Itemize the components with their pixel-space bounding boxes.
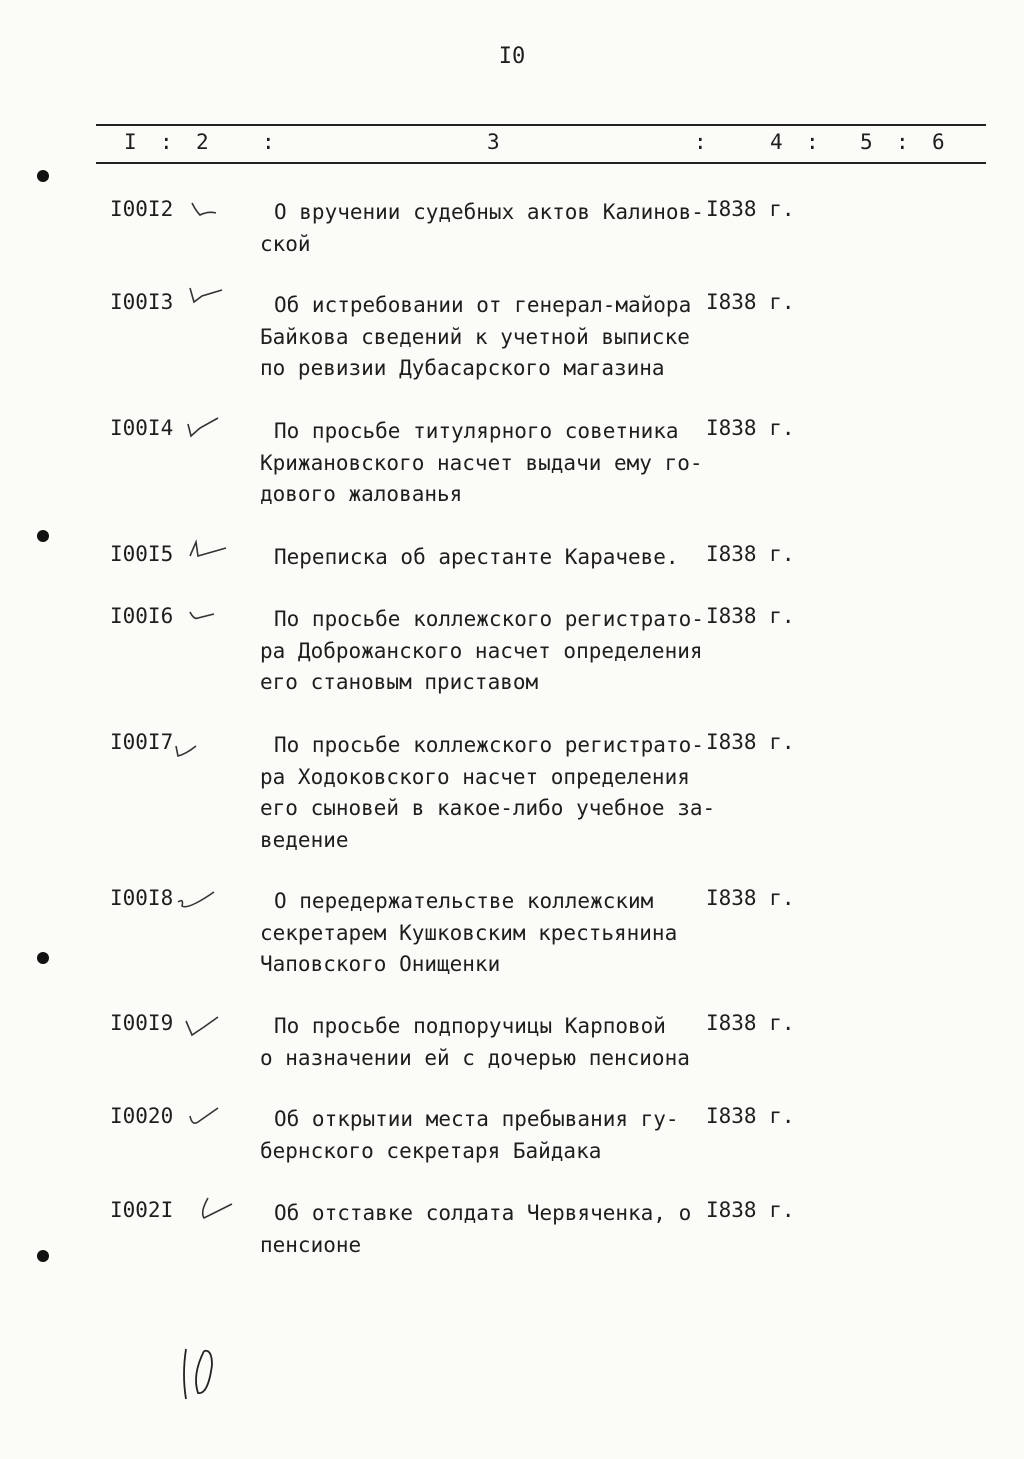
- record-title-line: по ревизии Дубасарского магазина: [260, 356, 665, 380]
- column-separator: :: [262, 130, 275, 154]
- record-year: I838 г.: [706, 542, 795, 566]
- record-year: I838 г.: [706, 1011, 795, 1035]
- record-title-line: ской: [260, 231, 311, 256]
- record-number: I00I3: [110, 290, 174, 314]
- column-separator: :: [160, 130, 173, 154]
- checkmark-icon: [174, 880, 218, 916]
- column-header-2: 2: [196, 130, 209, 154]
- column-separator: :: [806, 130, 819, 154]
- record-title-line: Чаповского Онищенки: [260, 952, 501, 976]
- record-year: I838 г.: [706, 730, 795, 754]
- record-number: I00I9: [110, 1011, 174, 1035]
- record-title-line: Байкова сведений к учетной выписке: [260, 324, 690, 349]
- checkmark-icon: [196, 1192, 236, 1226]
- record-title-line: секретарем Кушковским крестьянина: [260, 920, 678, 945]
- punch-hole: [37, 952, 49, 964]
- record-title-line: Об открытии места пребывания гу-: [274, 1107, 679, 1131]
- record-title-line: ведение: [260, 827, 349, 852]
- record-title: [260, 416, 710, 511]
- header-rule-bottom: [96, 162, 986, 164]
- punch-hole: [37, 1250, 49, 1262]
- record-year: I838 г.: [706, 1198, 795, 1222]
- record-year: I838 г.: [706, 290, 795, 314]
- record-title: [260, 730, 716, 856]
- record-year: I838 г.: [706, 197, 795, 221]
- record-title-line: По просьбе коллежского регистрато-: [274, 607, 704, 631]
- header-rule-top: [96, 124, 986, 126]
- record-title: [260, 290, 710, 385]
- record-title: [260, 1104, 710, 1167]
- record-title: [260, 604, 710, 699]
- record-year: I838 г.: [706, 416, 795, 440]
- record-number: I00I8: [110, 886, 174, 910]
- record-title-line: о назначении ей с дочерью пенсиона: [260, 1045, 690, 1070]
- record-number: I00I7: [110, 730, 174, 754]
- record-title-line: его становым приставом: [260, 670, 539, 694]
- record-title: [260, 1011, 710, 1074]
- record-number: I00I4: [110, 416, 174, 440]
- record-title-line: его сыновей в какое-либо учебное за-: [260, 796, 716, 820]
- handwritten-folio-number: [178, 1345, 218, 1405]
- record-number: I002I: [110, 1198, 174, 1222]
- column-header-4: 4: [770, 130, 783, 154]
- record-number: I00I2: [110, 197, 174, 221]
- column-header-6: 6: [932, 130, 945, 154]
- checkmark-icon: [182, 1005, 222, 1041]
- column-separator: :: [694, 130, 707, 154]
- record-title-line: Об истребовании от генерал-майора: [274, 293, 692, 317]
- record-title: [260, 886, 710, 981]
- record-number: I0020: [110, 1104, 174, 1128]
- record-title: [260, 542, 710, 574]
- record-title-line: дового жалованья: [260, 482, 463, 506]
- checkmark-icon: [186, 598, 220, 628]
- record-title-line: бернского секретаря Байдака: [260, 1138, 602, 1163]
- record-year: I838 г.: [706, 1104, 795, 1128]
- page-number: I0: [498, 44, 526, 69]
- record-title-line: Крижановского насчет выдачи ему го-: [260, 450, 703, 475]
- record-title-line: О передержательстве коллежским: [274, 889, 654, 913]
- checkmark-icon: [184, 410, 224, 440]
- record-title-line: Об отставке солдата Червяченка, о: [274, 1201, 692, 1225]
- punch-hole: [37, 170, 49, 182]
- checkmark-icon: [186, 284, 226, 314]
- record-title-line: О вручении судебных актов Калинов-: [274, 200, 704, 224]
- checkmark-icon: [186, 1098, 222, 1132]
- record-title: [260, 197, 710, 260]
- record-number: I00I6: [110, 604, 174, 628]
- column-separator: :: [896, 130, 909, 154]
- record-title-line: ра Ходоковского насчет определения: [260, 764, 690, 789]
- punch-hole: [37, 530, 49, 542]
- column-header-1: I: [124, 130, 137, 154]
- record-title: [260, 1198, 710, 1261]
- checkmark-icon: [186, 536, 230, 566]
- checkmark-icon: [172, 724, 202, 768]
- checkmark-icon: [186, 191, 226, 221]
- column-header-5: 5: [860, 130, 873, 154]
- record-number: I00I5: [110, 542, 174, 566]
- record-title-line: Переписка об арестанте Карачеве.: [274, 545, 679, 569]
- record-year: I838 г.: [706, 604, 795, 628]
- record-title-line: По просьбе подпоручицы Карповой: [274, 1014, 666, 1038]
- record-title-line: По просьбе коллежского регистрато-: [274, 733, 704, 757]
- record-title-line: ра Доброжанского насчет определения: [260, 638, 703, 663]
- column-header-3: 3: [487, 130, 500, 154]
- record-title-line: По просьбе титулярного советника: [274, 419, 679, 443]
- record-title-line: пенсионе: [260, 1232, 362, 1257]
- record-year: I838 г.: [706, 886, 795, 910]
